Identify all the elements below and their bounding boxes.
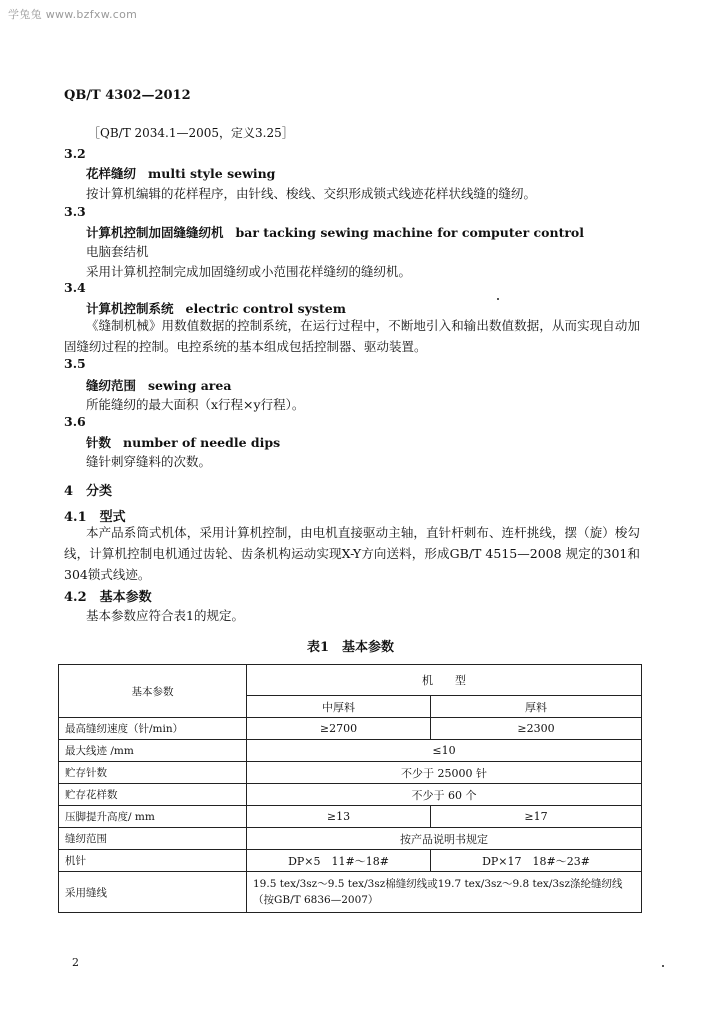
term-cn: 针数 bbox=[86, 435, 112, 450]
term-cn: 缝纫范围 bbox=[86, 378, 137, 393]
chapter-heading: 4 分类 bbox=[64, 484, 113, 499]
header-param: 基本参数 bbox=[59, 665, 247, 718]
term-cn: 计算机控制系统 bbox=[86, 301, 174, 316]
section-number: 3.5 bbox=[64, 356, 86, 371]
reference-note: ［QB/T 2034.1—2005，定义3.25］ bbox=[88, 126, 294, 140]
cell-value: 不少于 60 个 bbox=[247, 784, 642, 806]
type-description: 本产品系筒式机体，采用计算机控制，由电机直接驱动主轴，直针杆刺布、连杆挑线，摆（旋）梭勾线，计算机控制电机通过齿轮、齿条机构运动实现X-Y方向送料，形成GB/T 4515—2008 规定的301和304锁式线迹。 bbox=[64, 525, 640, 582]
term-entry bbox=[86, 164, 275, 182]
table-header-row bbox=[59, 665, 642, 696]
table-row bbox=[59, 828, 642, 850]
table-caption: 表1 基本参数 bbox=[306, 640, 395, 655]
section-number: 3.6 bbox=[64, 414, 86, 429]
cell-value: ≥2700 bbox=[247, 718, 431, 740]
cell-value: DP×17 18#～23# bbox=[431, 850, 642, 872]
cell-value: DP×5 11#～18# bbox=[247, 850, 431, 872]
standard-number-header: QB/T 4302—2012 bbox=[64, 88, 191, 103]
scan-speck bbox=[497, 298, 499, 300]
section-number: 3.3 bbox=[64, 204, 86, 219]
term-definition: 《缝制机械》用数值数据的控制系统，在运行过程中，不断地引入和输出数值数据，从而实现自动加固缝纫过程的控制。电控系统的基本组成包括控制器、驱动装置。 bbox=[64, 318, 640, 354]
row-label: 贮存花样数 bbox=[59, 784, 247, 806]
cell-value: ≥2300 bbox=[431, 718, 642, 740]
cell-value: ≤10 bbox=[247, 740, 642, 762]
table-row bbox=[59, 872, 642, 913]
row-label: 压脚提升高度/ mm bbox=[59, 806, 247, 828]
term-en: electric control system bbox=[185, 301, 346, 316]
cell-value: ≥13 bbox=[247, 806, 431, 828]
row-label: 缝纫范围 bbox=[59, 828, 247, 850]
parameter-intro: 基本参数应符合表1的规定。 bbox=[86, 608, 244, 623]
table-row bbox=[59, 806, 642, 828]
table-row bbox=[59, 762, 642, 784]
cell-value: 按产品说明书规定 bbox=[247, 828, 642, 850]
term-cn: 计算机控制加固缝缝纫机 bbox=[86, 225, 224, 240]
row-label: 采用缝线 bbox=[59, 872, 247, 913]
section-number: 3.2 bbox=[64, 146, 86, 161]
cell-value: ≥17 bbox=[431, 806, 642, 828]
term-definition: 缝针刺穿缝料的次数。 bbox=[86, 454, 212, 469]
term-definition: 按计算机编辑的花样程序，由针线、梭线、交织形成锁式线迹花样状线缝的缝纫。 bbox=[86, 186, 537, 201]
section-heading: 4.2 基本参数 bbox=[64, 590, 152, 605]
row-label: 最高缝纫速度（针/min） bbox=[59, 718, 247, 740]
term-en: bar tacking sewing machine for computer control bbox=[235, 225, 585, 240]
term-alias: 电脑套结机 bbox=[86, 244, 149, 259]
row-label: 机针 bbox=[59, 850, 247, 872]
scan-speck bbox=[662, 965, 664, 967]
table-row bbox=[59, 850, 642, 872]
term-en: number of needle dips bbox=[123, 435, 281, 450]
row-label: 最大线迹 /mm bbox=[59, 740, 247, 762]
row-label: 贮存针数 bbox=[59, 762, 247, 784]
header-heavy: 厚料 bbox=[431, 696, 642, 718]
watermark: 学兔兔 www.bzfxw.com bbox=[8, 8, 138, 21]
term-entry bbox=[86, 223, 584, 241]
term-cn: 花样缝纫 bbox=[86, 166, 137, 181]
header-medium: 中厚料 bbox=[247, 696, 431, 718]
table-row bbox=[59, 784, 642, 806]
page-number: 2 bbox=[72, 956, 79, 969]
term-entry bbox=[86, 376, 231, 394]
table-row bbox=[59, 740, 642, 762]
section-heading: 4.1 型式 bbox=[64, 510, 126, 525]
term-definition: 所能缝纫的最大面积（x行程×y行程）。 bbox=[86, 397, 305, 412]
parameter-table bbox=[58, 664, 642, 913]
term-en: sewing area bbox=[148, 378, 232, 393]
term-entry bbox=[86, 433, 280, 451]
cell-value: 19.5 tex/3sz～9.5 tex/3sz棉缝纫线或19.7 tex/3sz～9.8 tex/3sz涤纶缝纫线（按GB/T 6836—2007） bbox=[247, 872, 642, 913]
section-number: 3.4 bbox=[64, 280, 86, 295]
table-row bbox=[59, 718, 642, 740]
term-definition: 采用计算机控制完成加固缝纫或小范围花样缝纫的缝纫机。 bbox=[86, 264, 412, 279]
term-en: multi style sewing bbox=[148, 166, 276, 181]
header-model: 机 型 bbox=[247, 665, 642, 696]
cell-value: 不少于 25000 针 bbox=[247, 762, 642, 784]
